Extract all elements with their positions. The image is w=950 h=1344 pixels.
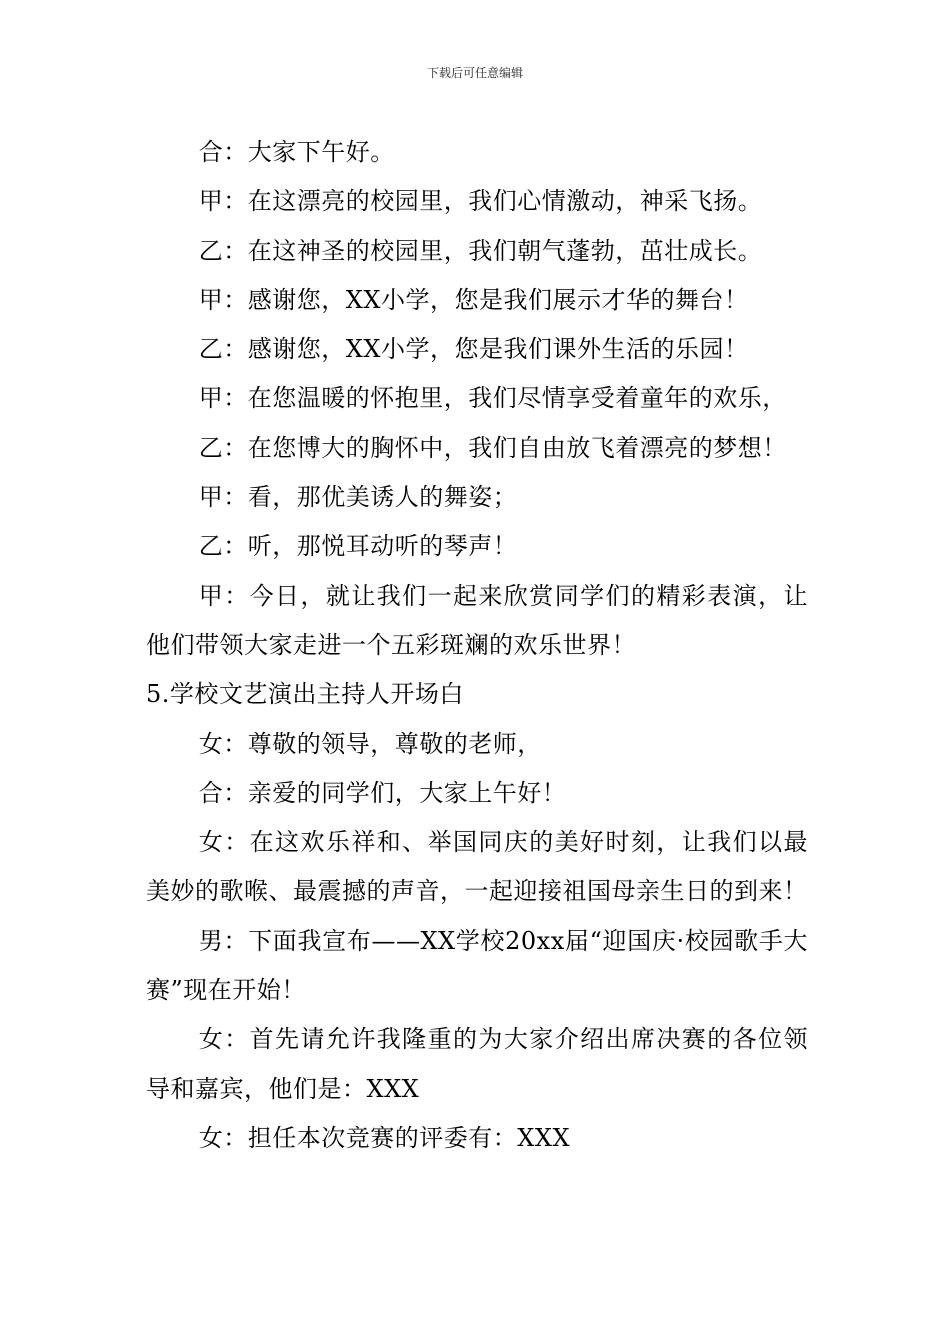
document-body	[146, 128, 808, 1163]
paragraph: 甲：感谢您，XX小学，您是我们展示才华的舞台！	[198, 285, 749, 314]
paragraph: 甲：今日，就让我们一起来欣赏同学们的精彩表演，让他们带领大家走进一个五彩斑斓的欢乐世界！	[146, 581, 808, 659]
paragraph: 乙：感谢您，XX小学，您是我们课外生活的乐园！	[198, 335, 749, 364]
paragraph: 乙：在您博大的胸怀中，我们自由放飞着漂亮的梦想！	[198, 433, 787, 462]
page-header: 下载后可任意编辑	[426, 66, 523, 80]
paragraph: 乙：听，那悦耳动听的琴声！	[198, 532, 518, 561]
paragraph: 合：大家下午好。	[198, 138, 395, 166]
paragraph: 合：亲爱的同学们，大家上午好！	[198, 778, 567, 807]
section-heading: 5.学校文艺演出主持人开场白	[146, 680, 464, 709]
paragraph: 甲：在这漂亮的校园里，我们心情激动，神采飞扬。	[198, 187, 763, 216]
paragraph: 女：首先请允许我隆重的为大家介绍出席决赛的各位领导和嘉宾，他们是：XXX	[146, 1025, 808, 1103]
paragraph: 甲：在您温暖的怀抱里，我们尽情享受着童年的欢乐，	[198, 384, 787, 413]
paragraph: 甲：看，那优美诱人的舞姿；	[198, 483, 518, 512]
paragraph: 男：下面我宣布——XX学校20xx届“迎国庆·校园歌手大赛”现在开始！	[146, 926, 808, 1005]
paragraph: 女：在这欢乐祥和、举国同庆的美好时刻，让我们以最美妙的歌喉、最震撼的声音，一起迎接祖国母亲生日的到来！	[146, 828, 808, 906]
paragraph: 女：尊敬的领导，尊敬的老师，	[198, 729, 542, 758]
paragraph: 女：担任本次竞赛的评委有：XXX	[198, 1123, 571, 1152]
paragraph: 乙：在这神圣的校园里，我们朝气蓬勃，茁壮成长。	[198, 236, 763, 265]
